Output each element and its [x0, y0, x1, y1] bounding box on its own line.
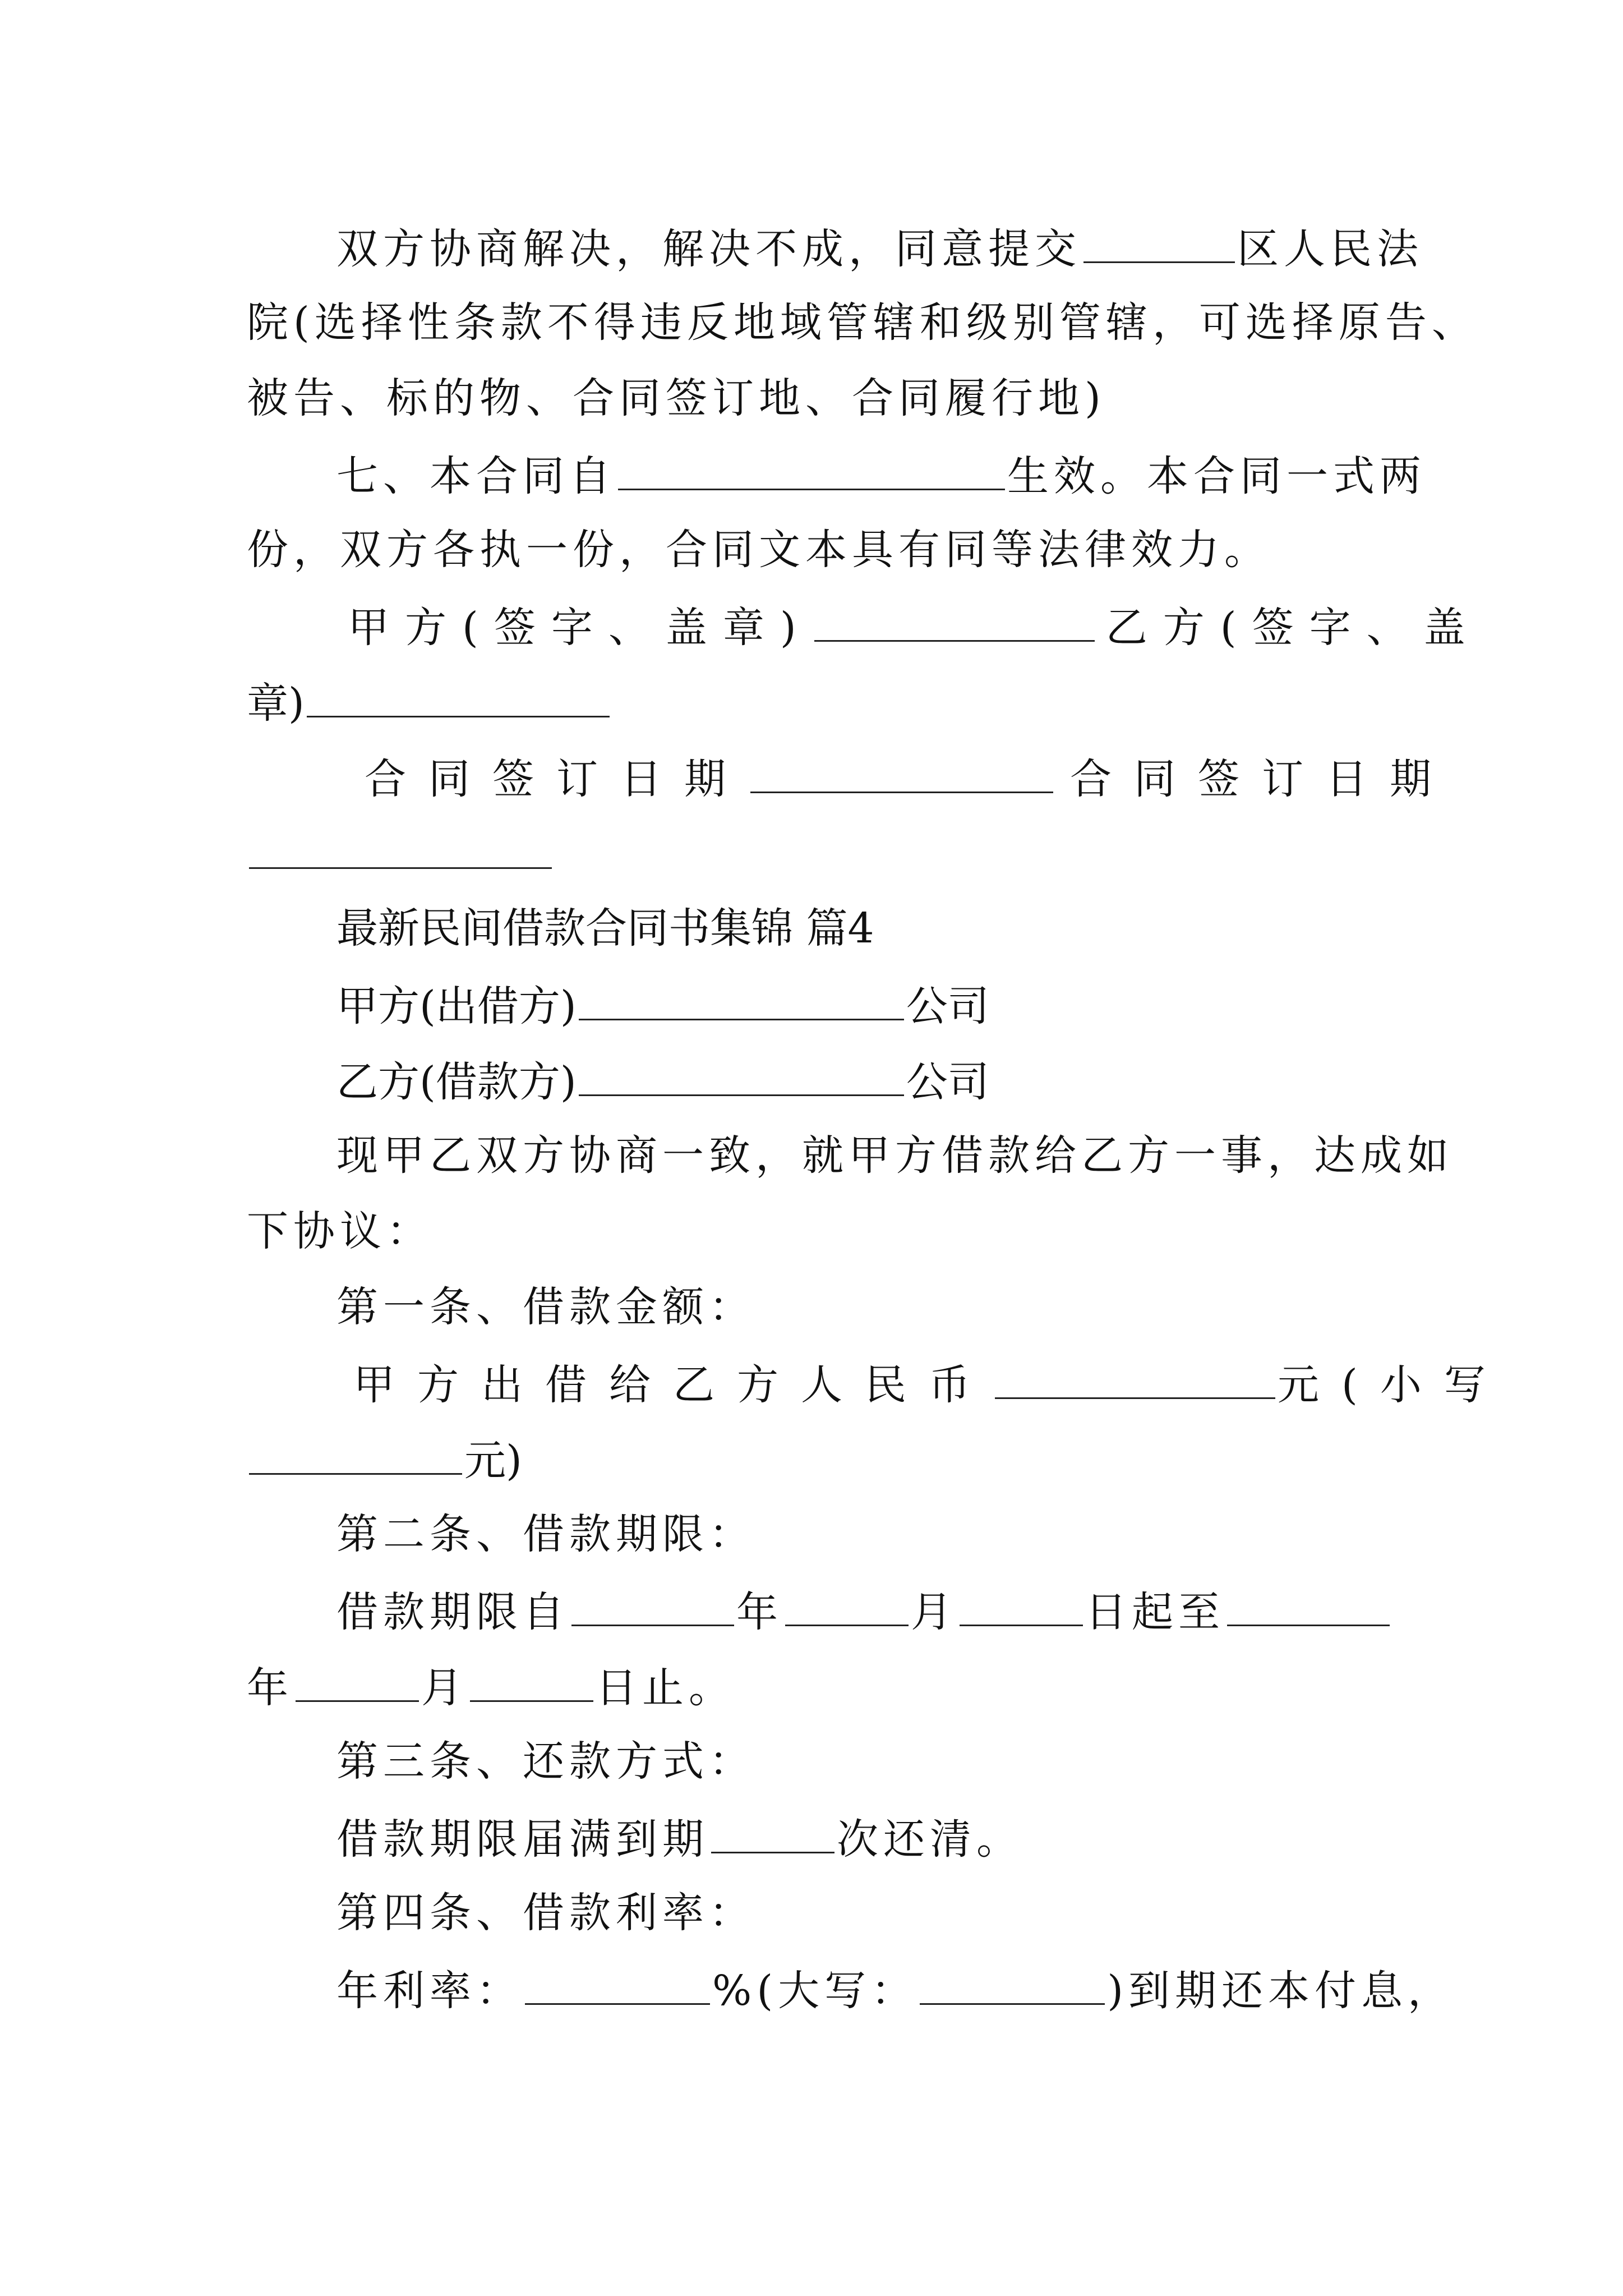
loan-amount-unit: 元(小写: [1278, 1361, 1508, 1409]
party-b-name-blank: [579, 1041, 904, 1096]
text-line: [247, 510, 1380, 589]
article-4-title: 第四条、借款利率：: [336, 1889, 755, 1937]
interest-rate-words-blank: [920, 1949, 1105, 2005]
article-title: [247, 1495, 1380, 1573]
text-line: [247, 1646, 1380, 1725]
effective-suffix: 生效。本合同一式两: [1007, 452, 1426, 500]
end-year-blank: [1227, 1571, 1390, 1626]
sign-date-blank-a: [750, 738, 1053, 793]
party-b-signature-blank: [307, 662, 610, 717]
interest-rate-unit: %(大写：: [712, 1967, 918, 2015]
text-line: [247, 662, 1380, 740]
intro-text-1: 现甲乙双方协商一致，就甲方借款给乙方一事，达成如: [336, 1131, 1454, 1180]
text-line: [247, 1419, 1380, 1498]
repayment-suffix: 次还清。: [837, 1815, 1023, 1864]
party-a-label: 甲方(出借方): [336, 982, 577, 1030]
article-title: [247, 1874, 1380, 1952]
loan-amount-blank: [995, 1343, 1275, 1399]
text-line: [247, 813, 1380, 892]
party-a-name-blank: [579, 965, 904, 1020]
section-title: [247, 889, 1380, 968]
sign-date-label-a: 合同签订日期: [365, 755, 748, 803]
text-line: [247, 1571, 1380, 1649]
clause-note-line-2: 被告、标的物、合同签订地、合同履行地): [247, 374, 1106, 422]
repayment-times-blank: [711, 1798, 834, 1853]
start-year-label: 年: [736, 1588, 783, 1636]
text-line: [247, 208, 1423, 286]
loan-amount-label: 甲方出借给乙方人民币: [353, 1361, 993, 1409]
text-line: [247, 1116, 1454, 1195]
clause-note-line-1: 院(选择性条款不得违反地域管辖和级别管辖，可选择原告、: [247, 298, 1478, 347]
court-suffix: 区人民法: [1237, 225, 1423, 273]
text-line: [247, 1343, 1508, 1422]
text-line: [247, 1798, 1380, 1876]
end-day-blank: [470, 1646, 593, 1702]
copies-text: 份，双方各执一份，合同文本具有同等法律效力。: [247, 526, 1271, 574]
interest-rate-blank: [525, 1949, 710, 2005]
loan-amount-figure-unit: 元): [464, 1437, 522, 1485]
dispute-text: 双方协商解决，解决不成，同意提交: [336, 225, 1081, 273]
text-line: [247, 1041, 1380, 1119]
section-title-text: 最新民间借款合同书集锦 篇4: [336, 904, 874, 953]
party-b-suffix: 公司: [906, 1058, 989, 1106]
text-line: [247, 283, 1478, 362]
party-b-signature-label-end: 章): [247, 679, 305, 728]
loan-term-label: 借款期限自: [336, 1588, 569, 1636]
text-line: [247, 1949, 1455, 2028]
article-1-title: 第一条、借款金额：: [336, 1283, 755, 1331]
end-month-blank: [296, 1646, 419, 1702]
party-b-signature-label: 乙方(签字、盖: [1105, 604, 1481, 652]
end-month-label: 月: [421, 1664, 468, 1712]
party-b-label: 乙方(借款方): [336, 1058, 577, 1106]
end-day-label: 日止。: [596, 1664, 735, 1712]
article-2-title: 第二条、借款期限：: [336, 1510, 755, 1558]
effective-date-blank: [618, 435, 1005, 490]
interest-rate-label: 年利率：: [336, 1967, 523, 2015]
article-title: [247, 1722, 1380, 1801]
effective-label: 七、本合同自: [336, 452, 616, 500]
article-title: [247, 1268, 1380, 1346]
interest-rate-suffix: )到期还本付息，: [1107, 1967, 1455, 2015]
loan-amount-figure-blank: [249, 1419, 462, 1475]
end-year-label: 年: [247, 1664, 293, 1712]
sign-date-blank-b: [249, 813, 552, 869]
start-year-blank: [571, 1571, 734, 1626]
start-month-blank: [785, 1571, 909, 1626]
party-a-suffix: 公司: [906, 982, 989, 1030]
article-3-title: 第三条、还款方式：: [336, 1737, 755, 1786]
sign-date-label-b: 合同签订日期: [1070, 755, 1454, 803]
start-day-blank: [960, 1571, 1083, 1626]
text-line: [247, 1192, 1380, 1271]
text-line: [247, 586, 1481, 665]
court-blank: [1083, 208, 1235, 263]
party-a-signature-label: 甲方(签字、盖章): [348, 604, 812, 652]
repayment-label: 借款期限届满到期: [336, 1815, 709, 1864]
text-line: [247, 359, 1380, 438]
text-line: [247, 435, 1426, 513]
party-a-signature-blank: [814, 586, 1095, 642]
text-line: [247, 738, 1454, 816]
intro-text-2: 下协议：: [247, 1207, 433, 1255]
start-day-label: 日起至: [1085, 1588, 1225, 1636]
start-month-label: 月: [911, 1588, 957, 1636]
text-line: [247, 965, 1380, 1043]
